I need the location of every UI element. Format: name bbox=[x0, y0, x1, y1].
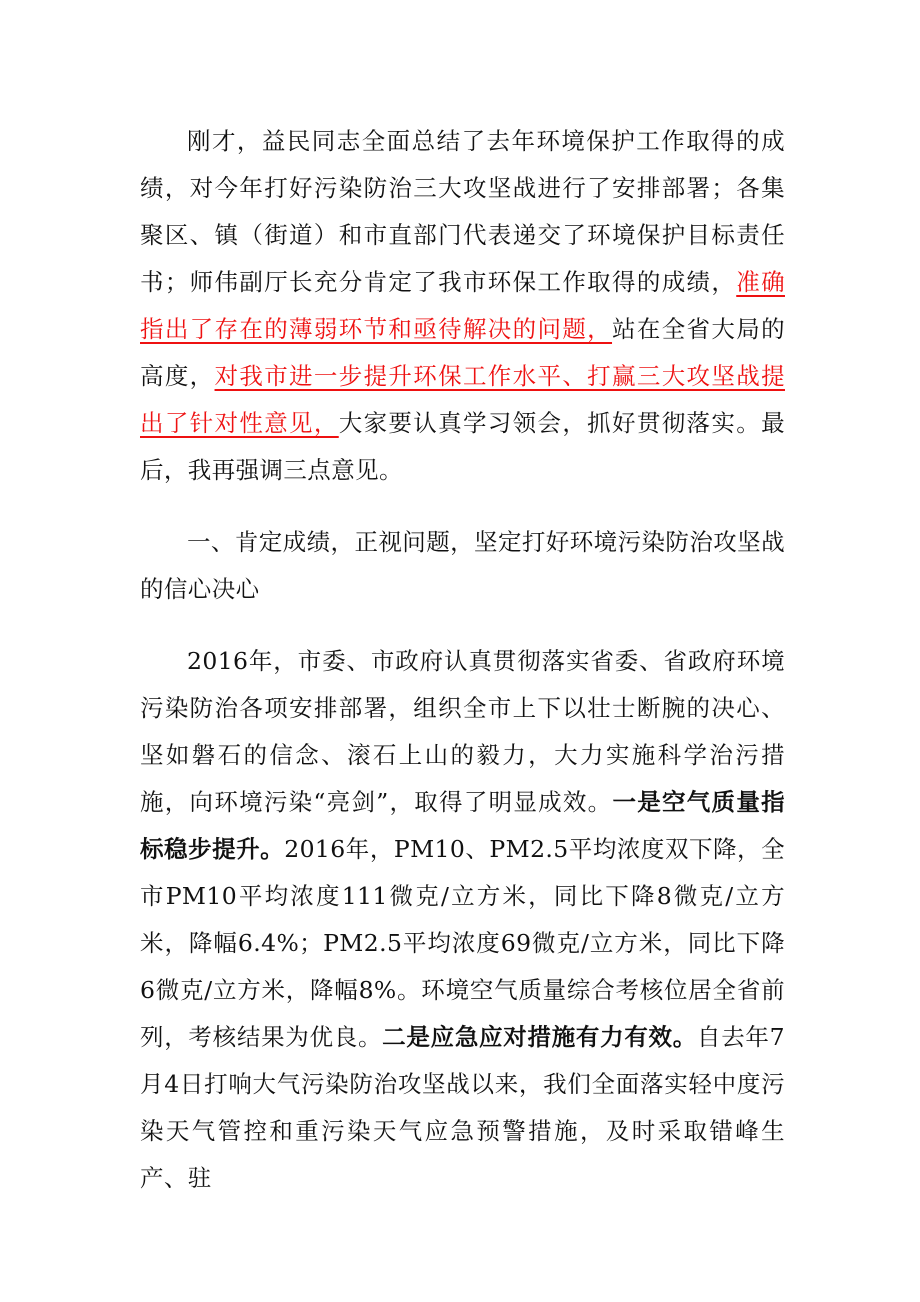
red-underlined-text-2: 对我市进一步提升环保工作水平、打赢三大攻坚战提出了针对性意见， bbox=[140, 362, 785, 437]
intro-text-2: 站在全省大局的高度， bbox=[140, 315, 785, 390]
red-underlined-text-1: 准确指出了存在的薄弱环节和亟待解决的问题， bbox=[140, 268, 785, 343]
intro-text-1: 刚才，益民同志全面总结了去年环境保护工作取得的成绩，对今年打好污染防治三大攻坚战进行了安排部署；各集聚区、镇（街道）和市直部门代表递交了环境保护目标责任书；师伟副厅长充分肯定了我市环保工作取得的成绩， bbox=[140, 127, 785, 296]
achievements-text-3: 自去年7月4日打响大气污染防治攻坚战以来，我们全面落实轻中度污染天气管控和重污染天气应急预警措施，及时采取错峰生产、驻 bbox=[140, 1023, 786, 1192]
bold-point-1: 一是空气质量指标稳步提升。 bbox=[140, 788, 785, 863]
paragraph-achievements bbox=[140, 638, 785, 1202]
intro-text-3: 大家要认真学习领会，抓好贯彻落实。最后，我再强调三点意见。 bbox=[140, 409, 785, 484]
section-heading-1: 一、肯定成绩，正视问题，坚定打好环境污染防治攻坚战的信心决心 bbox=[140, 528, 785, 603]
document-body bbox=[140, 118, 785, 1202]
achievements-text-1: 2016年，市委、市政府认真贯彻落实省委、省政府环境污染防治各项安排部署，组织全市上下以壮士断腕的决心、坚如磐石的信念、滚石上山的毅力，大力实施科学治污措施，向环境污染“亮剑”，取得了明显成效。 bbox=[140, 647, 785, 816]
paragraph-intro bbox=[140, 118, 785, 494]
achievements-text-2: 2016年，PM10、PM2.5平均浓度双下降，全市PM10平均浓度111微克/立方米，同比下降8微克/立方米，降幅6.4%；PM2.5平均浓度69微克/立方米，同比下降6微克/立方米，降幅8%。环境空气质量综合考核位居全省前列，考核结果为优良。 bbox=[140, 835, 785, 1051]
bold-point-2: 二是应急应对措施有力有效。 bbox=[382, 1023, 697, 1051]
